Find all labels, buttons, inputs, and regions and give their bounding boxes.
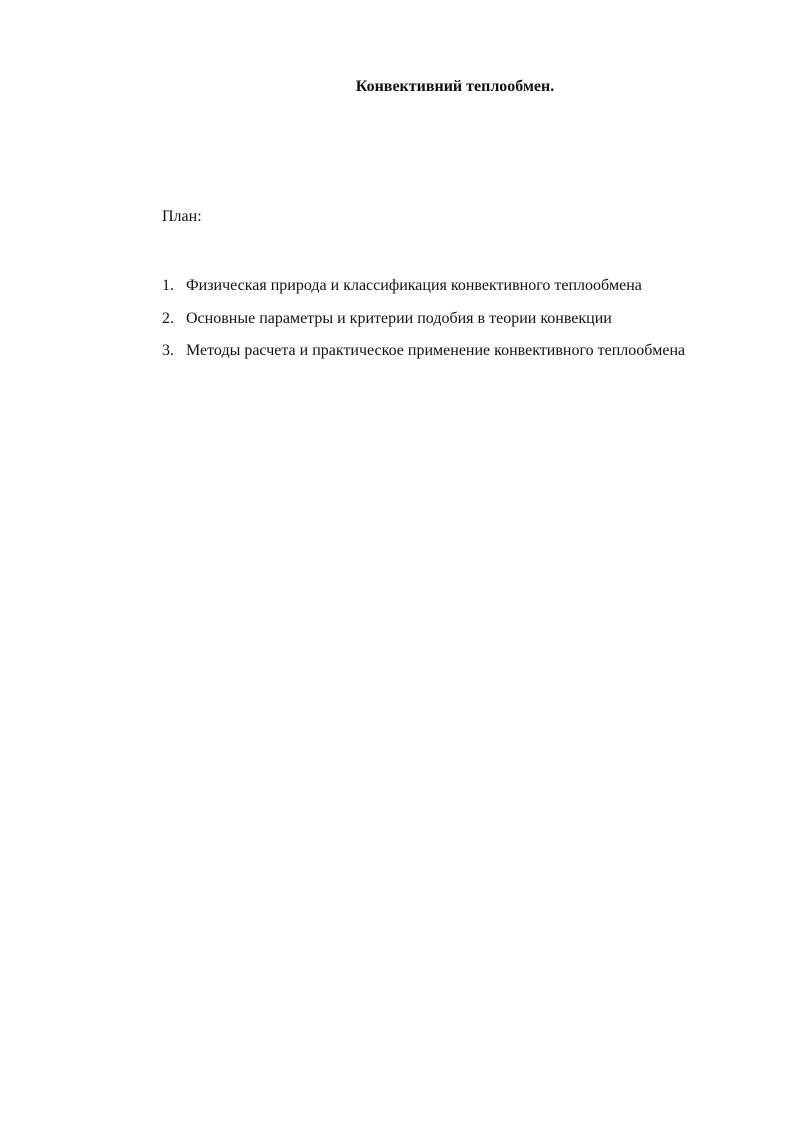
plan-item-text: Физическая природа и классификация конвективного теплообмена (186, 277, 642, 294)
plan-item-number: 3. (162, 342, 174, 359)
plan-item-2 (162, 303, 742, 336)
plan-item-text: Методы расчета и практическое применение конвективного теплообмена (186, 342, 686, 359)
plan-item-3 (162, 335, 742, 368)
plan-list (162, 270, 742, 368)
plan-item-number: 2. (162, 309, 174, 327)
plan-heading: План: (162, 208, 202, 225)
plan-item-1 (162, 270, 742, 303)
plan-item-number: 1. (162, 277, 174, 294)
document-title: Конвективний теплообмен. (355, 78, 555, 95)
plan-item-text: Основные параметры и критерии подобия в теории конвекции (186, 309, 612, 327)
